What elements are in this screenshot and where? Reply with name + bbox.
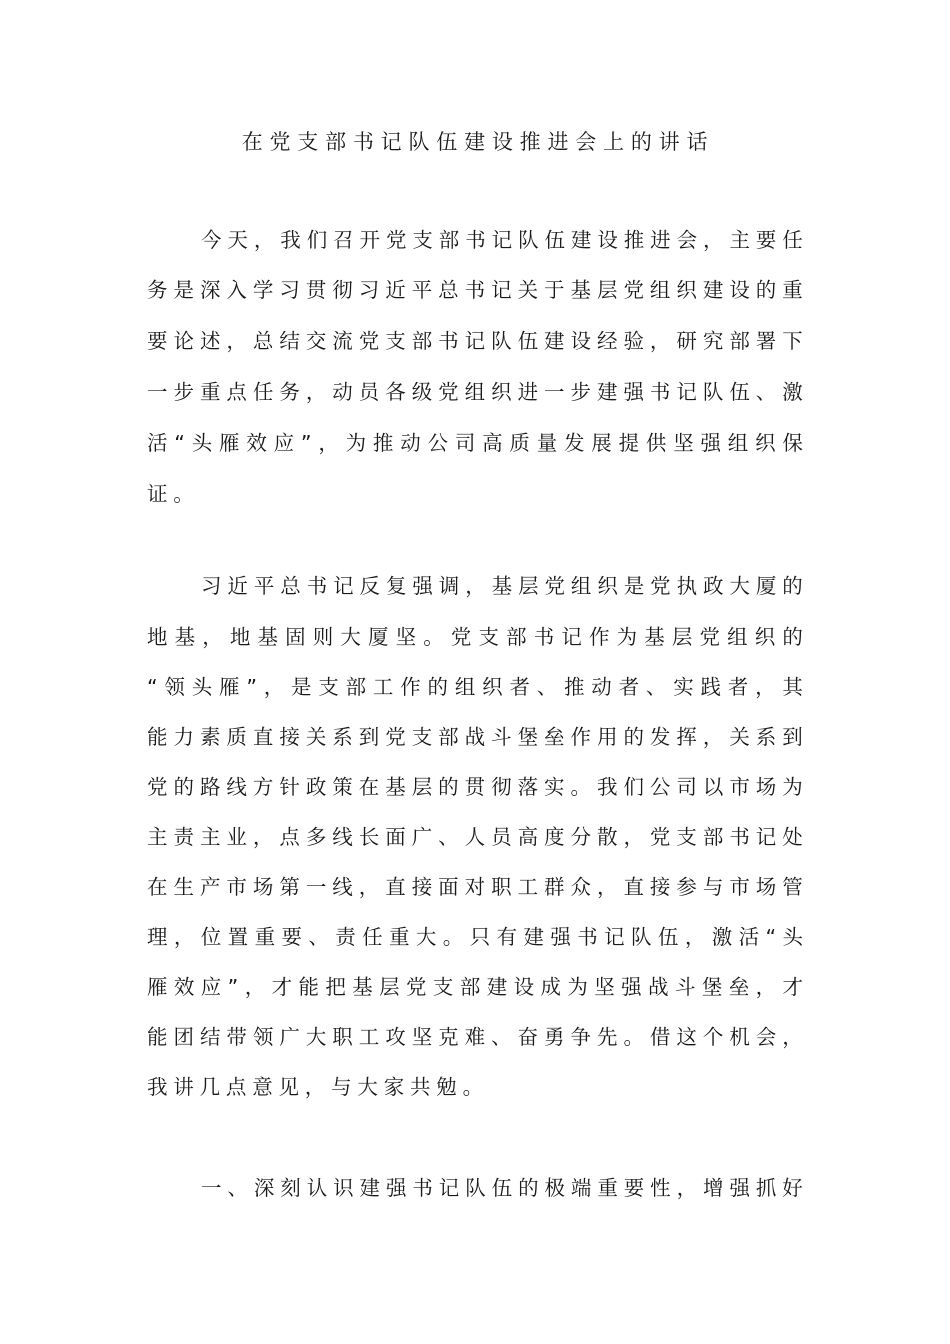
section-heading-line: 一 、 深 刻 认 识 建 强 书 记 队 伍 的 极 端 重 要 性 ， 增 强 抓 好 — [201, 1176, 803, 1200]
paragraph-line: 习 近 平 总 书 记 反 复 强 调 ， 基 层 党 组 织 是 党 执 政 大 厦 的 — [201, 574, 803, 598]
paragraph-line: 雁 效 应 ” ， 才 能 把 基 层 党 支 部 建 设 成 为 坚 强 战 斗 堡 垒 ， 才 — [147, 975, 803, 999]
paragraph-line: 务 是 深 入 学 习 贯 彻 习 近 平 总 书 记 关 于 基 层 党 组 织 建 设 的 重 — [147, 278, 803, 302]
paragraph-line: 主 责 主 业 ， 点 多 线 长 面 广 、 人 员 高 度 分 散 ， 党 支 部 书 记 处 — [147, 825, 803, 849]
paragraph-line: 活 “ 头 雁 效 应 ” ， 为 推 动 公 司 高 质 量 发 展 提 供 坚 强 组 织 保 — [147, 431, 803, 455]
paragraph-line: 地 基 ， 地 基 固 则 大 厦 坚 。 党 支 部 书 记 作 为 基 层 党 组 织 的 — [147, 625, 803, 649]
paragraph-line: 能 力 素 质 直 接 关 系 到 党 支 部 战 斗 堡 垒 作 用 的 发 挥 ， 关 系 到 — [147, 725, 803, 749]
paragraph-line: 一 步 重 点 任 务 ， 动 员 各 级 党 组 织 进 一 步 建 强 书 记 队 伍 、 激 — [147, 380, 803, 404]
paragraph-line: 能 团 结 带 领 广 大 职 工 攻 坚 克 难 、 奋 勇 争 先 。 借 这 个 机 会 ， — [147, 1025, 803, 1049]
paragraph-line: “ 领 头 雁 ” ， 是 支 部 工 作 的 组 织 者 、 推 动 者 、 实 践 者 ， 其 — [147, 675, 803, 699]
paragraph-line: 要 论 述 ， 总 结 交 流 党 支 部 书 记 队 伍 建 设 经 验 ， 研 究 部 署 下 — [147, 329, 803, 353]
document-title: 在党支部书记队伍建设推进会上的讲话 — [241, 130, 715, 154]
paragraph-line: 理 ， 位 置 重 要 、 责 任 重 大 。 只 有 建 强 书 记 队 伍 ， 激 活 “ 头 — [147, 925, 803, 949]
paragraph-line: 我讲几点意见，与大家共勉。 — [147, 1075, 489, 1099]
paragraph-line: 在 生 产 市 场 第 一 线 ， 直 接 面 对 职 工 群 众 ， 直 接 参 与 市 场 管 — [147, 875, 803, 899]
paragraph-line: 今 天 ， 我 们 召 开 党 支 部 书 记 队 伍 建 设 推 进 会 ， 主 要 任 — [201, 228, 803, 252]
paragraph-line: 党 的 路 线 方 针 政 策 在 基 层 的 贯 彻 落 实 。 我 们 公 司 以 市 场 为 — [147, 775, 803, 799]
paragraph-line: 证。 — [147, 482, 200, 506]
